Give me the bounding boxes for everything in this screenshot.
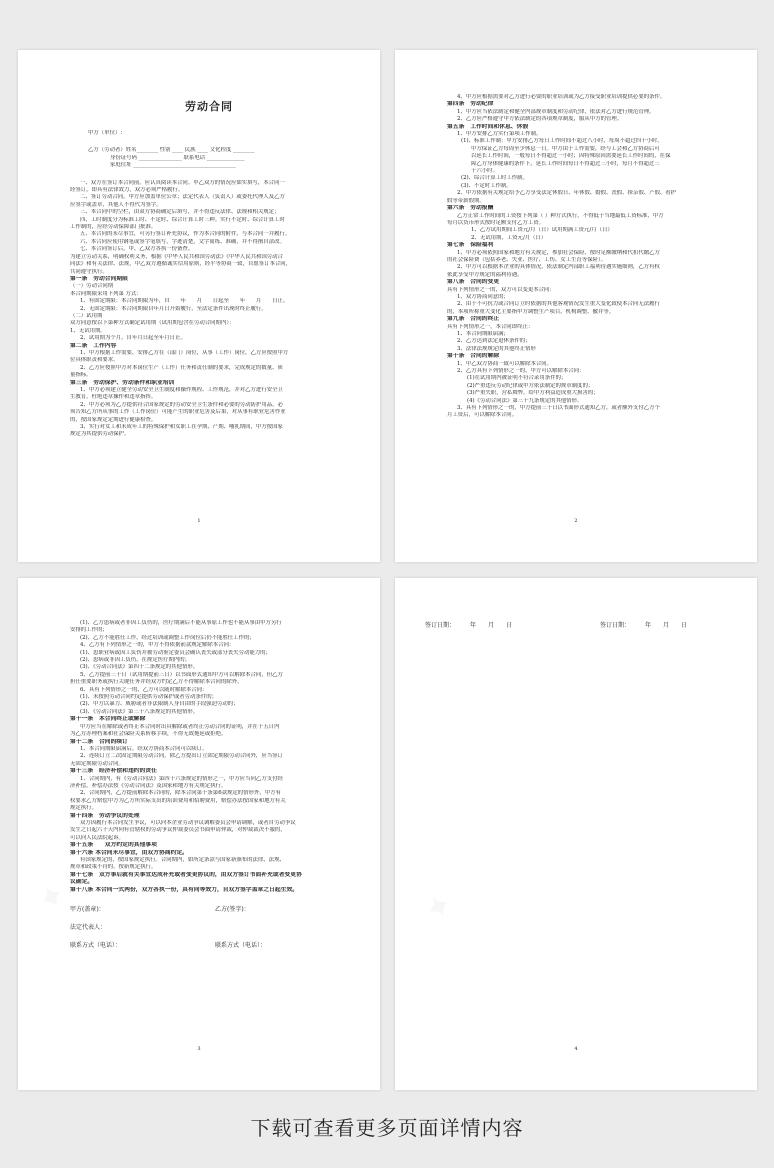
signature-block [70,906,348,950]
text-line: 的，按国家规定定期进行健康检查。 [70,416,157,423]
text-line: 第十条 合同的解除 [447,353,500,360]
page-2 [395,50,757,562]
text-line: 须告知乙方所从事的工作（工作岗位）可能产生的职业危害及后果，对从事有职业危害作业 [70,409,286,416]
text-line: 以延长工作时间，一般每日不得超过一小时；因特殊原因需要延长工作时间的，在保 [471,153,671,160]
text-line: 的社会保险费（包括养老、失业、医疗、工伤、女工生育等保险）。 [447,256,607,263]
text-line: 障乙方身体健康的条件下，延长工作时间每日不得超过三小时，每月不得超过三 [471,160,660,167]
text-line: 规定执行。 [70,805,97,812]
text-line: (3)、不定时工作制。 [461,182,512,189]
text-line: 家庭住址 ______________________________________ [110,162,236,169]
text-line: 第十七条 双方事后就有关事宜达成补充或者变更协议的，由双方签订书面补充或者变更协 [70,871,302,878]
text-line: 2、甲方可以根据本企业的具体情况，依法制定内部职工福利待遇实施细则，乙方有权 [457,264,660,271]
text-line: 1、合同期内，有《劳动合同法》第四十六条规定的情形之一，甲方应当向乙方支付经 [80,775,283,782]
text-line: 位具体职责和要求。 [70,357,119,364]
text-line: 第一条 劳动合同期限 [70,275,128,282]
page-number: 3 [197,1046,201,1052]
text-line: 第九条 合同的终止 [447,316,500,323]
party-a-contact: 联系方式（电话）： [70,942,122,950]
text-line: 4、乙方有下列情形之一的，甲方不得依据前款规定解除本合同： [80,642,235,649]
page-1-body [70,180,348,439]
signing-dates [425,622,725,630]
text-line: (4)《劳动合同法》第三十九条规定的其他情形。 [467,397,583,404]
text-line: 乙方正常工作时间的工资按下列第（ ）种方式执行，不得低于当地最低工资标准，甲方 [457,212,664,219]
text-line: 第四条 劳动纪律 [447,101,494,108]
text-line: 2、甲方必须为乙方提供符合国家规定的劳动安全卫生条件和必要的劳动防护用品，必 [80,401,283,408]
text-line: 1、有固定期限：本合同期限为年，自 年 月 日起至 年 月 日止。 [80,298,289,305]
text-line: 可以向人民法院起诉。 [70,834,124,841]
party-b-signature: 乙方(签字)： [215,906,250,914]
text-line: 二、签订劳动合同，甲方应加盖单位公章；法定代表人（负责人）或委托代理人及乙方 [80,194,285,201]
text-line: 甲方保证乙方每周至少休息一日。甲方由于工作需要，经与工会和乙方协商后可 [471,145,660,152]
text-line: 6、具有下列情形之一的，乙方可以随时解除本合同： [80,686,208,693]
text-line: 三、本合同中的空栏，由双方协商确定后填写，并不得违反法律、法规和相关规定； [80,209,280,216]
text-line: (1)、乙方患病或者非因工负伤的，医疗期满后不能从事原工作也不能从事由甲方另行 [80,620,282,626]
text-line: 第十一条 本合同终止或解除 [70,716,146,723]
text-line: (3)、《劳动合同法》第三十八条规定的其他情形。 [80,708,199,715]
text-line: (1)、标准工作制：甲方安排乙方每日工作时间不超过八小时，每周不超过四十小时。 [461,138,663,145]
text-line: 应签字或盖章，其他人不得代为签字。 [70,201,162,208]
text-line: 规定为其提供劳动保护。 [70,431,130,438]
text-line: 第十二条 合同的续订 [70,738,128,745]
text-line: 第五条 工作时间和休息、休假 [447,123,529,130]
legal-representative: 法定代表人： [70,924,107,932]
text-line: 月工资后，可以解除本合同。 [447,412,518,419]
text-line: 同法》和有关法律、法规，甲乙双方遵循诚实信用原则，经平等协商一致，自愿签订本合同， [70,261,292,268]
text-line: 1、无试用期。 [70,327,106,334]
text-line: 议确定。 [70,879,94,886]
text-line: 甲方应当在解除或者终止本合同时出具解除或者终止劳动合同的证明，并在十五日内 [80,723,280,730]
text-line: 1、甲方根据工作需要，安排乙方在（部门）岗位，从事（工作）岗位，乙方应按照甲方 [80,349,289,356]
party-info [70,130,348,170]
text-line: 2、合同期内，乙方提前解除本合同的，除本合同第十条第6款规定的情形外，甲方有 [80,790,281,797]
text-line: 1、乙方试用期间工资元/月（日）试用期满工资元/月（日） [471,227,613,234]
text-line: (2)、患病或非因工负伤，在规定医疗期内的； [80,657,191,664]
text-line: 乙方（劳动者）姓名________ 性别 ____ 民族 ____ 文化程度 ________ [88,147,255,154]
text-line: 4、甲方应根据需要对乙方进行必要的职业培训或为乙方接受职业培训提供必要的条件。 [457,94,666,100]
text-line: 发生之日起六十天内向有管辖权的劳动争议仲裁委员会书面申请仲裁，对仲裁裁决不服的， [70,827,286,834]
text-line: (2)、甲方以暴力、威胁或者非法限制人身自由的手段强迫劳动的； [80,701,239,708]
text-line: 1、双方协商同意的； [457,293,509,300]
text-line: 五、本合同的未尽事宜，可另行签订补充协议，作为本合同的附件，与本合同一并履行。 [80,231,291,238]
text-line: 3、具有下列情形之一的，甲方提前三十日以书面形式通知乙方，或者额外支付乙方个 [457,405,660,412]
page-1 [18,50,380,562]
text-line: 规章和政策不符的，按新规定执行。 [70,864,157,871]
download-more-prompt[interactable]: 下载可查看更多页面详情内容 [250,1116,524,1140]
text-line: 2、无固定期限：本合同期限自年月日开始履行，至法定条件出现时终止履行。 [80,305,267,312]
text-line: 甲方（单位）: [88,130,123,136]
text-line: (1)、患职业病或因工负伤并被劳动鉴定委员会确认丧失或部分丧失劳动能力的； [80,649,271,656]
text-line: 济补偿，补偿办法按《劳动合同法》及国家和地方有关规定执行。 [70,782,227,789]
text-line: 每月以货币形式按时足额支付乙方工资。 [447,219,545,226]
text-line: 2、由于不可抗力或合同订立时依据的其他客观情况发生重大变化致使本合同无法履行 [457,301,660,308]
text-line: 3、实行对女工和未成年工的特殊保护和女职工在孕期、产期、哺乳期间，甲方按国家 [80,424,283,431]
text-line: 2、乙方应按照甲方对本岗位生产（工作）任务和责任制的要求，完成规定的数量、质 [80,364,283,371]
text-line: 权要求乙方赔偿甲方为乙方所实际支出的培训费用和招聘费用，赔偿办法按国家和地方有关 [70,797,286,804]
text-line: 2、乙方具有下列情形之一的，甲方可以解除本合同： [457,368,585,375]
text-line: 1、甲方必须建立健全劳动安全卫生制度和操作规程、工作规范，并对乙方进行安全卫 [80,387,283,393]
signing-date-b: 签订日期： 年 月 日 [600,622,688,629]
text-line: （一）劳动合同期 [70,283,114,290]
text-line: 第十六条 本合同未尽事宜，由双方协商约定。 [70,849,188,856]
text-line: 有国家规定的，按国家规定执行。合同期内，如所定条款与国家新颁布的法律、法规、 [80,857,285,863]
text-line: 1、本合同期限届满； [457,331,509,337]
page-number: 1 [197,518,201,524]
party-a-signature: 甲方(盖章)： [70,906,105,914]
text-line: 2、乙方应严格遵守甲方依法制定的各项规章制度，服从甲方的管理。 [457,116,623,123]
text-line: 本合同期限采用下列第 方式： [70,290,142,297]
text-line: 假等带薪假期。 [447,197,485,204]
party-b-contact: 联系方式（电话）： [215,942,267,950]
text-line: 依此享受甲方规定的福利待遇。 [447,271,523,278]
text-line: (2)、综合计算工时工作制。 [461,175,528,182]
text-line: 一、双方在签订本合同前，应认真阅读本合同。甲乙双方的情况应如实填写，本合同一 [80,179,285,186]
text-line: 共同遵守执行。 [70,268,108,275]
text-line: 1、甲乙双方协商一致可以解除本合同。 [457,360,553,367]
page-4 [395,578,757,1090]
text-line: 具有下列情形之一的，双方可以变更本合同： [447,286,555,293]
text-line: 第三条 劳动保护、劳动条件和职业培训 [70,379,175,386]
text-line: 四、工时制度分为标准工时、不定时、综合计算工时三种。实行不定时、综合计算工时 [80,216,285,223]
text-line: 第八条 合同的变更 [447,279,500,286]
text-line: 1、甲方必须依照国家和地方有关规定，参加社会保险，按时足额缴纳和代扣代缴乙方 [457,249,660,256]
text-line: 十六小时。 [471,168,498,175]
text-line: 2、连续订立二次固定期限劳动合同，除乙方提出订立固定期限劳动合同外，应当签订 [80,753,283,760]
text-line: 工作制的，应经劳动保障部门批准。 [70,224,157,231]
text-line: 2、无试用期，工资元/月（日） [471,234,547,241]
text-line: 1、甲方安排乙方实行第项工作制。 [457,131,542,138]
text-line: (1)、未按照劳动合同约定提供劳动保护或者劳动条件的； [80,694,218,701]
text-line: (3)严重失职，营私舞弊，给甲方利益造成重大损害的； [467,390,599,397]
text-line: (2)、乙方不能胜任工作，经过培训或调整工作岗位后仍不能胜任工作的； [80,634,255,641]
text-line: 第二条 工作内容 [70,342,117,349]
text-line: 第六条 劳动报酬 [447,205,494,212]
document-title: 劳动合同 [185,100,233,113]
page-2-body [447,94,725,420]
watermark [30,874,75,923]
text-line: (1)在试用期内被证明不符合录用条件的； [467,375,567,382]
text-line: (3)、《劳动合同法》第四十二条规定的其他情形。 [80,664,199,671]
text-line: 双方同意按以下第种方式确定试用期（试用期包含在劳动合同期内）： [70,320,235,327]
text-line: 2、试用期为个月，自年月日起至年月日止。 [80,335,186,342]
text-line: 生教育，杜绝违章操作和违章指挥。 [70,394,157,401]
text-line: 七、本合同签订后，甲、乙双方各执一份备查。 [80,246,194,253]
text-line: 安排的工作的； [70,627,108,634]
text-line: 第七条 保险福利 [447,242,494,249]
text-line: 2、乙方达到法定退休条件的； [457,338,531,345]
page-number: 2 [574,518,578,524]
text-line: (2)严重违反劳动纪律或甲方依法制定的规章制度的； [467,382,594,389]
text-line: 第十五条 双方约定的其他事项 [70,842,157,849]
text-line: 第十四条 劳动争议的处理 [70,812,140,819]
text-line: （二）试用期 [70,312,103,319]
text-line: 身份证号码 ________________ 联系电话 ______________ [110,154,245,161]
text-line: 六、本合同应使用钢笔或签字笔填写，字迹清楚，文字简练、准确，并不得擅自涂改。 [80,238,285,245]
text-line: 3、法律法规规定的其他终止情形 [457,345,536,352]
signing-date-a: 签订日期： 年 月 日 [425,622,513,629]
text-line: 经签订，即具有法律效力，双方必须严格履行。 [70,187,184,194]
text-line: 为乙方办理档案和社会保险关系转移手续，不得无故拖延或拒绝。 [70,731,227,738]
page-3 [18,578,380,1090]
text-line: 1、甲方应当依法制定和健全内部规章制度和劳动纪律，依法对乙方进行规范管理。 [457,108,655,115]
text-line: 为建立劳动关系，明确权利义务，根据《中华人民共和国劳动法》《中华人民共和国劳动合 [70,253,283,260]
text-line: 第十八条 本合同一式两份，双方各执一份，具有同等效力，自双方签字盖章之日起生效。 [70,886,299,893]
page-number: 4 [574,1046,578,1052]
text-line: 5、乙方提前三十日（试用期提前三日）以书面形式通知甲方可以解除本合同，但乙方 [80,671,283,678]
text-line: 2、甲方依据有关规定给予乙方享受法定休假日、年休假、婚假、丧假、探亲假、产假、看护 [457,190,677,197]
page-3-body [70,620,348,894]
text-line: 的，本项所称重大变化主要指甲方调整生产项目，机构调整、撤并等。 [447,308,615,315]
text-line: 双方因履行本合同发生争议，可以向本企业劳动争议调解委员会申请调解，或者自劳动争议 [80,819,296,826]
text-line: 量指标。 [70,372,92,379]
text-line: 担任重要职务或执行关键任务并经双方约定乙方不得解除本合同的除外。 [70,679,243,686]
text-line: 1、本合同期限届满后，经双方协商本合同可以续订。 [80,745,208,752]
text-line: 第十三条 经济补偿和违约的责任 [70,768,157,775]
text-line: 具有下列情形之一，本合同即终止： [447,323,534,330]
text-line: 无固定期限劳动合同。 [70,760,124,767]
